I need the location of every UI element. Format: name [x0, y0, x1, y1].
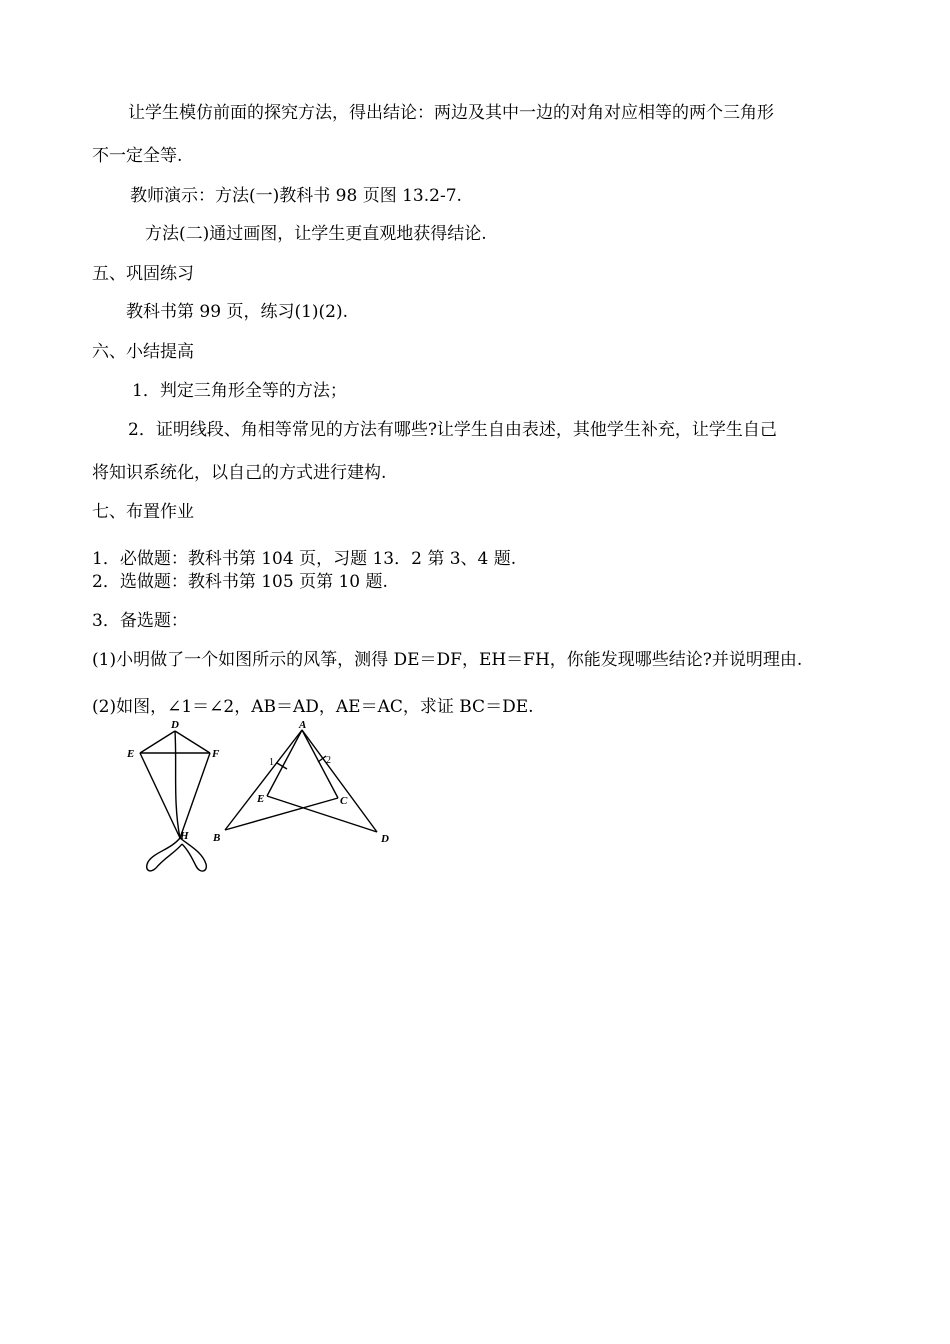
- kite-tail-left: [147, 838, 182, 871]
- paragraph-teacher-demo: 教师演示：方法(一)教科书 98 页图 13.2-7.: [130, 186, 462, 206]
- kite-label-d: D: [171, 719, 179, 731]
- triangle-label-c: C: [340, 795, 348, 807]
- angle-label-1: 1: [269, 757, 274, 768]
- homework-required: 1．必做题：教科书第 104 页，习题 13．2 第 3、4 题.: [92, 549, 517, 569]
- triangle-label-b: B: [213, 832, 221, 844]
- kite-label-e: E: [127, 748, 135, 760]
- section-heading-practice: 五、巩固练习: [92, 264, 194, 284]
- homework-optional: 2．选做题：教科书第 105 页第 10 题.: [92, 572, 388, 592]
- kite-edge-eh: [140, 753, 180, 838]
- triangle-label-a: A: [299, 719, 307, 731]
- summary-item-2-line1: 2．证明线段、角相等常见的方法有哪些?让学生自由表述，其他学生补充，让学生自己: [128, 420, 777, 440]
- kite-spine-dh: [175, 731, 180, 838]
- triangle-label-e: E: [257, 793, 265, 805]
- kite-tail-right: [180, 838, 206, 871]
- practice-item: 教科书第 99 页，练习(1)(2).: [126, 302, 349, 322]
- section-heading-homework: 七、布置作业: [92, 502, 194, 522]
- question-triangles: (2)如图，∠1＝∠2，AB＝AD，AE＝AC，求证 BC＝DE.: [92, 697, 534, 717]
- section-heading-summary: 六、小结提高: [92, 342, 194, 362]
- question-kite: (1)小明做了一个如图所示的风筝，测得 DE＝DF，EH＝FH，你能发现哪些结论?并说明理由.: [92, 650, 803, 670]
- segment-ab: [225, 730, 302, 830]
- kite-label-f: F: [212, 748, 220, 760]
- kite-label-h: H: [180, 830, 189, 842]
- segment-ad: [302, 730, 377, 832]
- summary-item-1: 1．判定三角形全等的方法；: [132, 381, 347, 401]
- triangle-label-d: D: [381, 833, 389, 845]
- paragraph-method-two: 方法(二)通过画图，让学生更直观地获得结论.: [145, 224, 487, 244]
- segment-ac: [302, 730, 338, 798]
- homework-alternate: 3．备选题：: [92, 611, 188, 631]
- kite-edge-de: [140, 731, 175, 753]
- angle-label-2: 2: [326, 755, 331, 766]
- summary-item-2-line2: 将知识系统化，以自己的方式进行建构.: [92, 463, 387, 483]
- paragraph-conclusion-line1: 让学生模仿前面的探究方法，得出结论：两边及其中一边的对角对应相等的两个三角形: [128, 103, 774, 123]
- paragraph-conclusion-line2: 不一定全等.: [92, 146, 183, 166]
- triangles-figure: [205, 718, 405, 848]
